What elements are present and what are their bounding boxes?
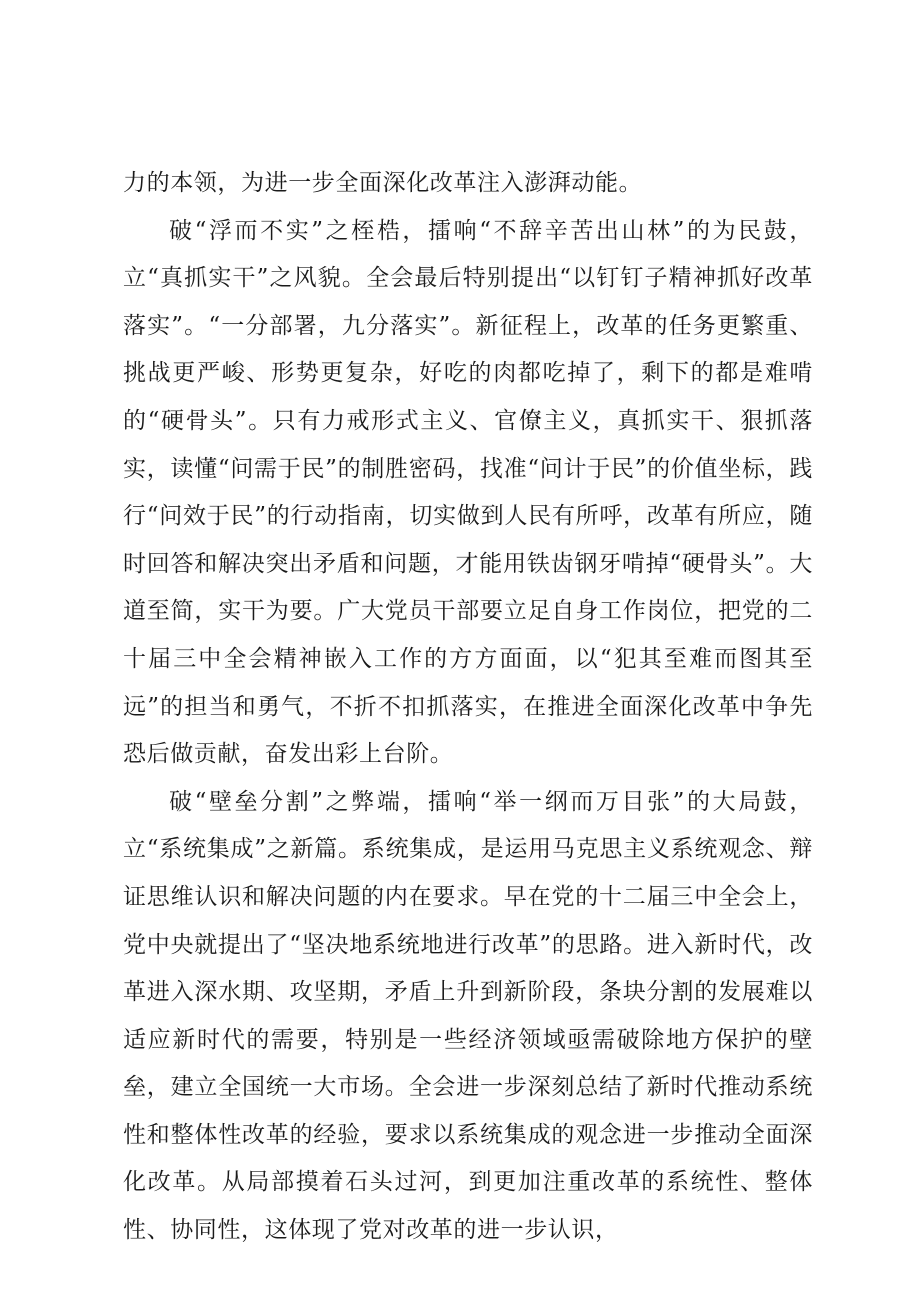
paragraph-practical-work: 破“浮而不实”之桎梏，擂响“不辞辛苦出山林”的为民鼓，立“真抓实干”之风貌。全会最后特别提出“以钉钉子精神抓好改革落实”。“一分部署，九分落实”。新征程上，改革的任务更繁重、挑战更严峻、形势更复杂，好吃的肉都吃掉了，剩下的都是难啃的“硬骨头”。只有力戒形式主义、官僚主义，真抓实干、狠抓落实，读懂“问需于民”的制胜密码，找准“问计于民”的价值坐标，践行“问效于民”的行动指南，切实做到人民有所呼，改革有所应，随时回答和解决突出矛盾和问题，才能用铁齿钢牙啃掉“硬骨头”。大道至简，实干为要。广大党员干部要立足自身工作岗位，把党的二十届三中全会精神嵌入工作的方方面面，以“犯其至难而图其至远”的担当和勇气，不折不扣抓落实，在推进全面深化改革中争先恐后做贡献，奋发出彩上台阶。 — [123, 217, 813, 768]
paragraph-system-integration: 破“壁垒分割”之弊端，擂响“举一纲而万目张”的大局鼓，立“系统集成”之新篇。系统集成，是运用马克思主义系统观念、辩证思维认识和解决问题的内在要求。早在党的十二届三中全会上，党中央就提出了“坚决地系统地进行改革”的思路。进入新时代，改革进入深水期、攻坚期，矛盾上升到新阶段，条块分割的发展难以适应新时代的需要，特别是一些经济领域亟需破除地方保护的壁垒，建立全国统一大市场。全会进一步深刻总结了新时代推动系统性和整体性改革的经验，要求以系统集成的观念进一步推动全面深化改革。从局部摸着石头过河，到更加注重改革的系统性、整体性、协同性，这体现了党对改革的进一步认识， — [123, 788, 813, 1244]
body-text — [123, 160, 813, 1255]
paragraph-continuation: 力的本领，为进一步全面深化改革注入澎湃动能。 — [123, 170, 643, 196]
